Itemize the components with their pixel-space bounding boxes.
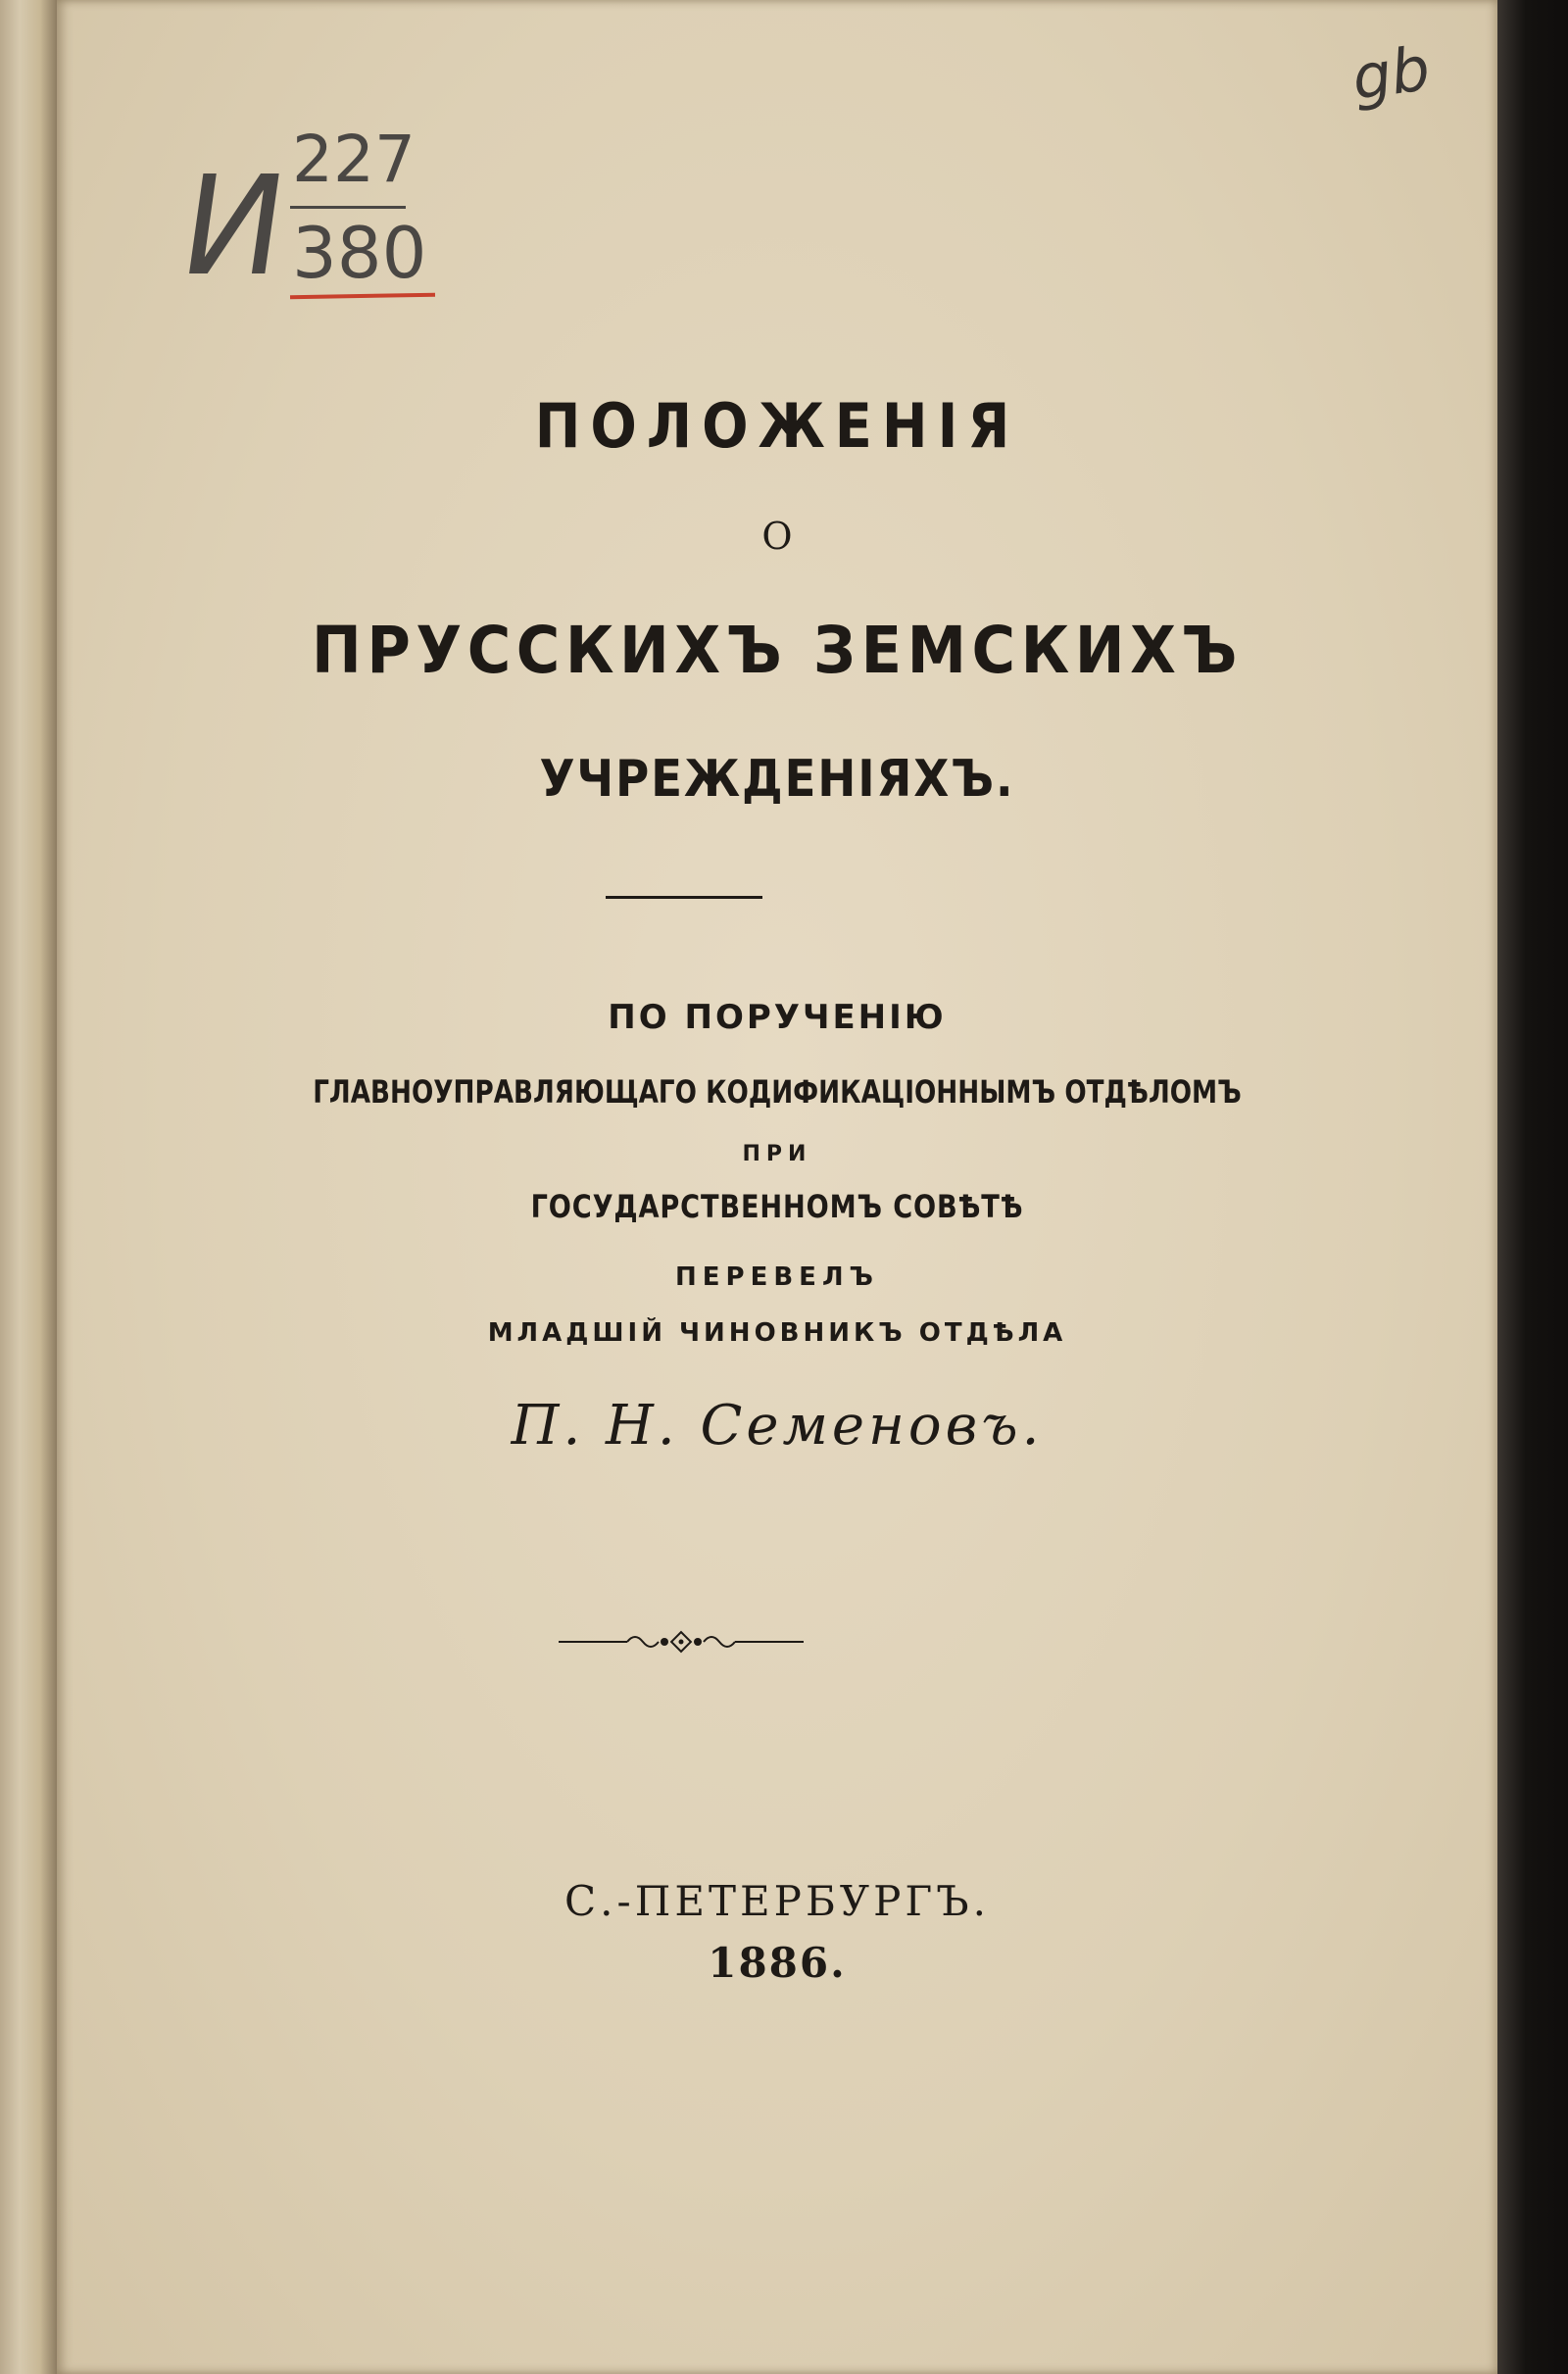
credit-state-council: ГОСУДАРСТВЕННОМЪ СОВѢТѢ [530, 1188, 1024, 1225]
title-page [57, 0, 1497, 2374]
title-line-1: ПОЛОЖЕНІЯ [534, 390, 1020, 462]
imprint-city: С.-ПЕТЕРБУРГЪ. [564, 1877, 990, 1925]
shelfmark-denominator: 380 [292, 212, 427, 294]
imprint-year: 1886. [708, 1939, 847, 1987]
credit-translated: ПЕРЕВЕЛЪ [675, 1262, 879, 1292]
author-name: П. Н. Семеновъ. [511, 1394, 1044, 1458]
title-line-2: О [761, 515, 793, 558]
shelfmark-numerator: 227 [292, 122, 416, 197]
credit-junior-official: МЛАДШІЙ ЧИНОВНИКЪ ОТДѢЛА [487, 1318, 1067, 1348]
page-right-edge [1497, 0, 1568, 2374]
title-line-4: УЧРЕЖДЕНІЯХЪ. [539, 750, 1015, 809]
shelfmark-fraction-bar [290, 206, 406, 209]
title-line-3: ПРУССКИХЪ ЗЕМСКИХЪ [312, 613, 1243, 688]
credit-head-of-department: ГЛАВНОУПРАВЛЯЮЩАГО КОДИФИКАЦІОННЫМЪ ОТДѢЛОМЪ [313, 1073, 1242, 1111]
ornament-divider-icon [559, 1627, 804, 1657]
credit-at: ПРИ [742, 1142, 812, 1166]
corner-pencil-note: gb [1348, 31, 1435, 115]
credit-by-order: ПО ПОРУЧЕНІЮ [608, 998, 947, 1037]
title-divider-rule [606, 896, 762, 899]
shelfmark-letter: И [171, 147, 297, 307]
book-binding-edge [0, 0, 57, 2374]
